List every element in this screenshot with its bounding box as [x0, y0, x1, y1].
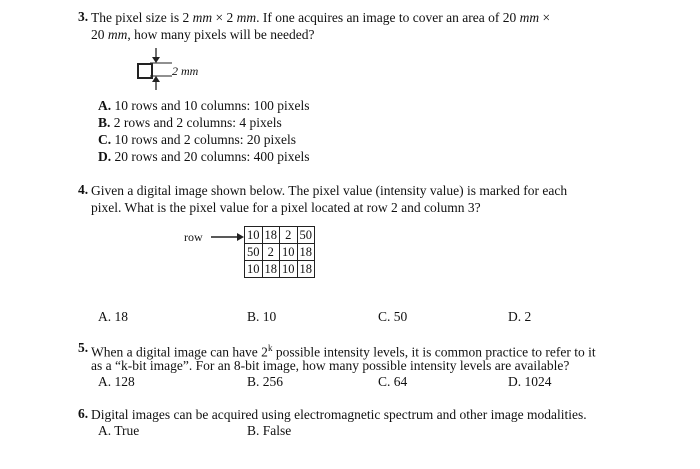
option-text: 20 rows and 20 columns: 400 pixels	[111, 149, 310, 164]
q4-option-d[interactable]: D. 2	[508, 309, 532, 324]
row-arrow-icon	[211, 232, 245, 242]
grid-cell: 2	[280, 227, 298, 244]
q3-text-line1	[91, 9, 550, 26]
q3-option-d[interactable]	[98, 149, 310, 165]
pixel-grid	[244, 226, 315, 278]
row-label: row	[184, 230, 203, 244]
q5-option-c[interactable]: C. 64	[378, 374, 408, 389]
q3-text: The pixel size is 2	[91, 10, 193, 25]
grid-cell: 18	[297, 261, 315, 278]
q5-superscript: k	[267, 343, 273, 353]
grid-cell: 18	[262, 227, 280, 244]
option-letter: A.	[98, 98, 112, 113]
diagram-label: 2 mm	[172, 64, 199, 78]
q4-option-b[interactable]: B. 10	[247, 309, 277, 324]
q5-text: When a digital image can have 2	[91, 344, 268, 360]
q6-option-b[interactable]: B. False	[247, 423, 292, 438]
q4-number: 4.	[78, 182, 89, 197]
grid-cell: 2	[262, 244, 280, 261]
q5-text: possible intensity levels, it is common practice to refer to it	[272, 344, 596, 360]
option-letter: C.	[98, 132, 112, 147]
q5-option-b[interactable]: B. 256	[247, 374, 284, 389]
q3-text: ×	[539, 10, 551, 25]
q3-text: 20	[91, 27, 108, 42]
grid-cell: 50	[245, 244, 263, 261]
q3-text: . If one acquires an image to cover an area of 20	[256, 10, 520, 25]
q3-option-c[interactable]	[98, 132, 296, 148]
q4-text-line2: pixel. What is the pixel value for a pixel located at row 2 and column 3?	[91, 200, 481, 215]
q5-text-line2: as a “k-bit image”. For an 8-bit image, how many possible intensity levels are available?	[91, 358, 570, 373]
q3-text: × 2	[212, 10, 237, 25]
q3-option-a[interactable]	[98, 98, 310, 114]
q6-number: 6.	[78, 406, 89, 421]
q5-option-d[interactable]: D. 1024	[508, 374, 552, 389]
q4-text-line1: Given a digital image shown below. The pixel value (intensity value) is marked for each	[91, 183, 568, 198]
q3-unit: mm	[236, 10, 257, 25]
grid-row	[245, 244, 315, 261]
q3-unit: mm	[519, 10, 540, 25]
q6-text-line1: Digital images can be acquired using electromagnetic spectrum and other image modalities.	[91, 407, 587, 422]
q3-text: , how many pixels will be needed?	[127, 27, 315, 42]
q3-number: 3.	[78, 9, 89, 24]
grid-cell: 10	[280, 261, 298, 278]
option-text: 10 rows and 2 columns: 20 pixels	[111, 132, 296, 147]
grid-row	[245, 227, 315, 244]
q5-number: 5.	[78, 340, 89, 355]
q5-option-a[interactable]: A. 128	[98, 374, 135, 389]
grid-cell: 50	[297, 227, 315, 244]
q3-option-b[interactable]	[98, 115, 282, 131]
option-text: 2 rows and 2 columns: 4 pixels	[110, 115, 282, 130]
option-text: 10 rows and 10 columns: 100 pixels	[111, 98, 310, 113]
q6-option-a[interactable]: A. True	[98, 423, 140, 438]
grid-cell: 10	[245, 261, 263, 278]
grid-cell: 18	[297, 244, 315, 261]
grid-cell: 10	[280, 244, 298, 261]
q4-option-c[interactable]: C. 50	[378, 309, 408, 324]
pixel-value-table	[244, 226, 315, 278]
grid-cell: 18	[262, 261, 280, 278]
q3-unit: mm	[192, 10, 213, 25]
grid-row	[245, 261, 315, 278]
q3-unit: mm	[107, 27, 128, 42]
option-letter: D.	[98, 149, 112, 164]
grid-cell: 10	[245, 227, 263, 244]
q4-option-a[interactable]: A. 18	[98, 309, 128, 324]
option-letter: B.	[98, 115, 111, 130]
q3-text-line2	[91, 26, 314, 43]
